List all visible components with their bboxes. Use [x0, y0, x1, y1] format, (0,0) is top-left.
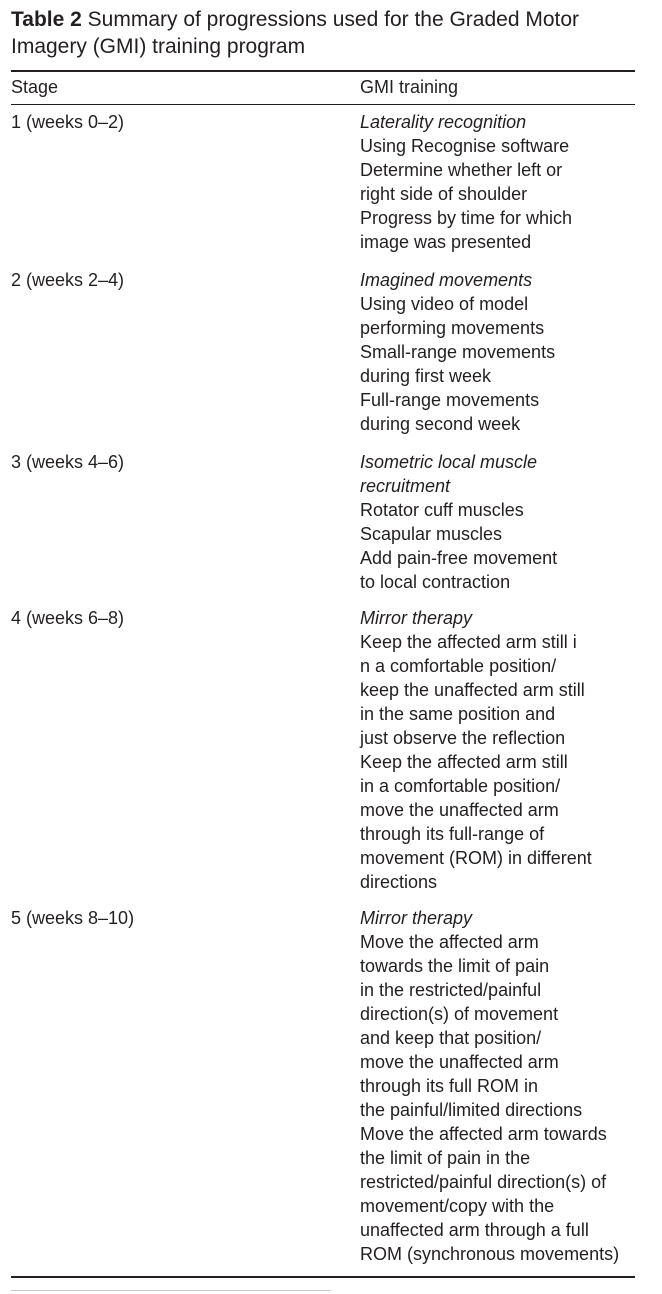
training-line: in a comfortable position/	[360, 776, 561, 796]
training-line: through its full ROM in	[360, 1076, 539, 1096]
stage-cell: 1 (weeks 0–2)	[11, 112, 125, 132]
training-line: Scapular muscles	[360, 524, 503, 544]
training-title: Laterality recognition	[360, 112, 527, 132]
training-cell	[360, 268, 645, 436]
training-cell	[360, 110, 645, 254]
footnote-divider	[11, 1290, 331, 1291]
header-gmi-training: GMI training	[360, 77, 459, 97]
training-line: movement (ROM) in different	[360, 848, 592, 868]
training-line: Using Recognise software	[360, 136, 570, 156]
training-line: Full-range movements	[360, 390, 540, 410]
training-line: ROM (synchronous movements)	[360, 1244, 620, 1264]
stage-cell: 4 (weeks 6–8)	[11, 608, 125, 628]
header-stage: Stage	[11, 77, 59, 97]
table-label: Table 2	[11, 8, 82, 31]
training-line: in the same position and	[360, 704, 556, 724]
training-line: n a comfortable position/	[360, 656, 557, 676]
training-line: Add pain-free movement	[360, 548, 558, 568]
training-line: Rotator cuff muscles	[360, 500, 524, 520]
stage-cell: 3 (weeks 4–6)	[11, 452, 125, 472]
training-line: Small-range movements	[360, 342, 556, 362]
training-line: to local contraction	[360, 572, 511, 592]
training-line: Keep the affected arm still i	[360, 632, 577, 652]
training-cell	[360, 906, 645, 1266]
training-title: Mirror therapy	[360, 908, 473, 928]
training-line: the limit of pain in the	[360, 1148, 531, 1168]
training-line: performing movements	[360, 318, 545, 338]
table-header-rule	[11, 104, 635, 105]
training-line: restricted/painful direction(s) of	[360, 1172, 607, 1192]
training-line: during first week	[360, 366, 492, 386]
table-top-rule	[11, 70, 635, 72]
training-line: image was presented	[360, 232, 532, 252]
training-line: move the unaffected arm	[360, 1052, 559, 1072]
training-line: right side of shoulder	[360, 184, 528, 204]
training-line: Using video of model	[360, 294, 529, 314]
training-cell	[360, 450, 645, 594]
table-caption	[11, 6, 641, 60]
training-line: Keep the affected arm still	[360, 752, 568, 772]
training-line: unaffected arm through a full	[360, 1220, 589, 1240]
training-title: Mirror therapy	[360, 608, 473, 628]
training-line: directions	[360, 872, 438, 892]
table-caption-text: Summary of progressions used for the Graded Motor Imagery (GMI) training program	[11, 8, 580, 58]
training-line: keep the unaffected arm still	[360, 680, 585, 700]
training-line: Determine whether left or	[360, 160, 563, 180]
training-title: Isometric local muscle	[360, 452, 538, 472]
training-line: just observe the reflection	[360, 728, 566, 748]
training-title: Imagined movements	[360, 270, 533, 290]
training-line: Move the affected arm	[360, 932, 539, 952]
training-line: towards the limit of pain	[360, 956, 550, 976]
training-line: through its full-range of	[360, 824, 545, 844]
training-line: Move the affected arm towards	[360, 1124, 607, 1144]
stage-cell: 2 (weeks 2–4)	[11, 270, 125, 290]
training-line: direction(s) of movement	[360, 1004, 559, 1024]
training-line: the painful/limited directions	[360, 1100, 583, 1120]
training-line: movement/copy with the	[360, 1196, 555, 1216]
training-cell	[360, 606, 645, 894]
training-line: Progress by time for which	[360, 208, 573, 228]
stage-cell: 5 (weeks 8–10)	[11, 908, 135, 928]
training-line: and keep that position/	[360, 1028, 542, 1048]
training-line: in the restricted/painful	[360, 980, 542, 1000]
training-line: move the unaffected arm	[360, 800, 559, 820]
training-line: during second week	[360, 414, 521, 434]
training-title-continued: recruitment	[360, 476, 451, 496]
table-bottom-rule	[11, 1276, 635, 1278]
